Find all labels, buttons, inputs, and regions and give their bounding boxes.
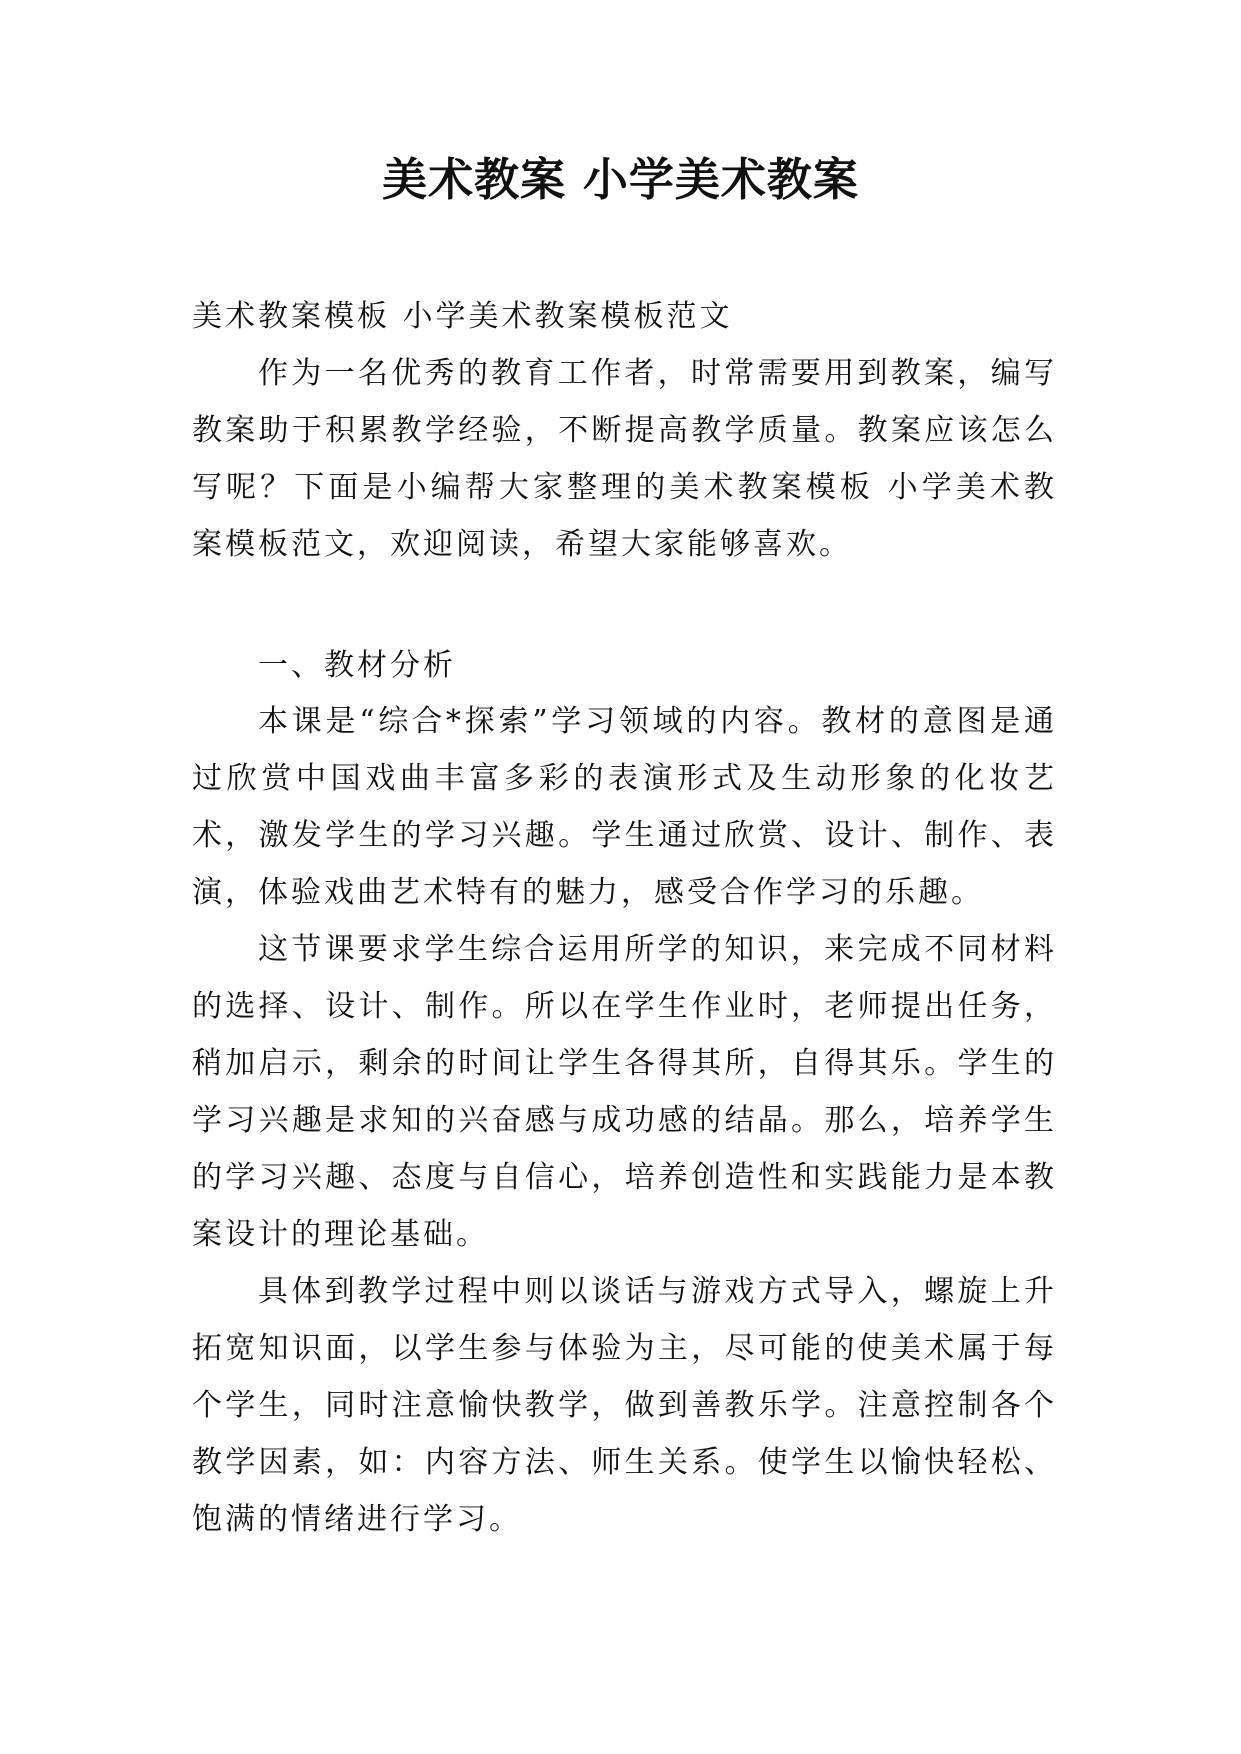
- intro-paragraph: 作为一名优秀的教育工作者，时常需要用到教案，编写教案助于积累教学经验，不断提高教学质量。教案应该怎么写呢？下面是小编帮大家整理的美术教案模板 小学美术教案模板范文，欢迎阅读，希望大家能够喜欢。: [192, 356, 1057, 562]
- body-paragraph-3: 具体到教学过程中则以谈话与游戏方式导入，螺旋上升拓宽知识面，以学生参与体验为主，尽可能的使美术属于每个学生，同时注意愉快教学，做到善教乐学。注意控制各个教学因素，如：内容方法、师生关系。使学生以愉快轻松、饱满的情绪进行学习。: [192, 1274, 1057, 1537]
- document-subtitle: 美术教案模板 小学美术教案模板范文: [192, 299, 733, 334]
- body-paragraph-1: 本课是“综合*探索”学习领域的内容。教材的意图是通过欣赏中国戏曲丰富多彩的表演形式及生动形象的化妆艺术，激发学生的学习兴趣。学生通过欣赏、设计、制作、表演，体验戏曲艺术特有的魅力，感受合作学习的乐趣。: [192, 704, 1057, 910]
- body-paragraph-2: 这节课要求学生综合运用所学的知识，来完成不同材料的选择、设计、制作。所以在学生作业时，老师提出任务，稍加启示，剩余的时间让学生各得其所，自得其乐。学生的学习兴趣是求知的兴奋感与成功感的结晶。那么，培养学生的学习兴趣、态度与自信心，培养创造性和实践能力是本教案设计的理论基础。: [192, 932, 1057, 1252]
- section-heading: 一、教材分析: [258, 648, 456, 683]
- document-title: 美术教案 小学美术教案: [382, 153, 859, 206]
